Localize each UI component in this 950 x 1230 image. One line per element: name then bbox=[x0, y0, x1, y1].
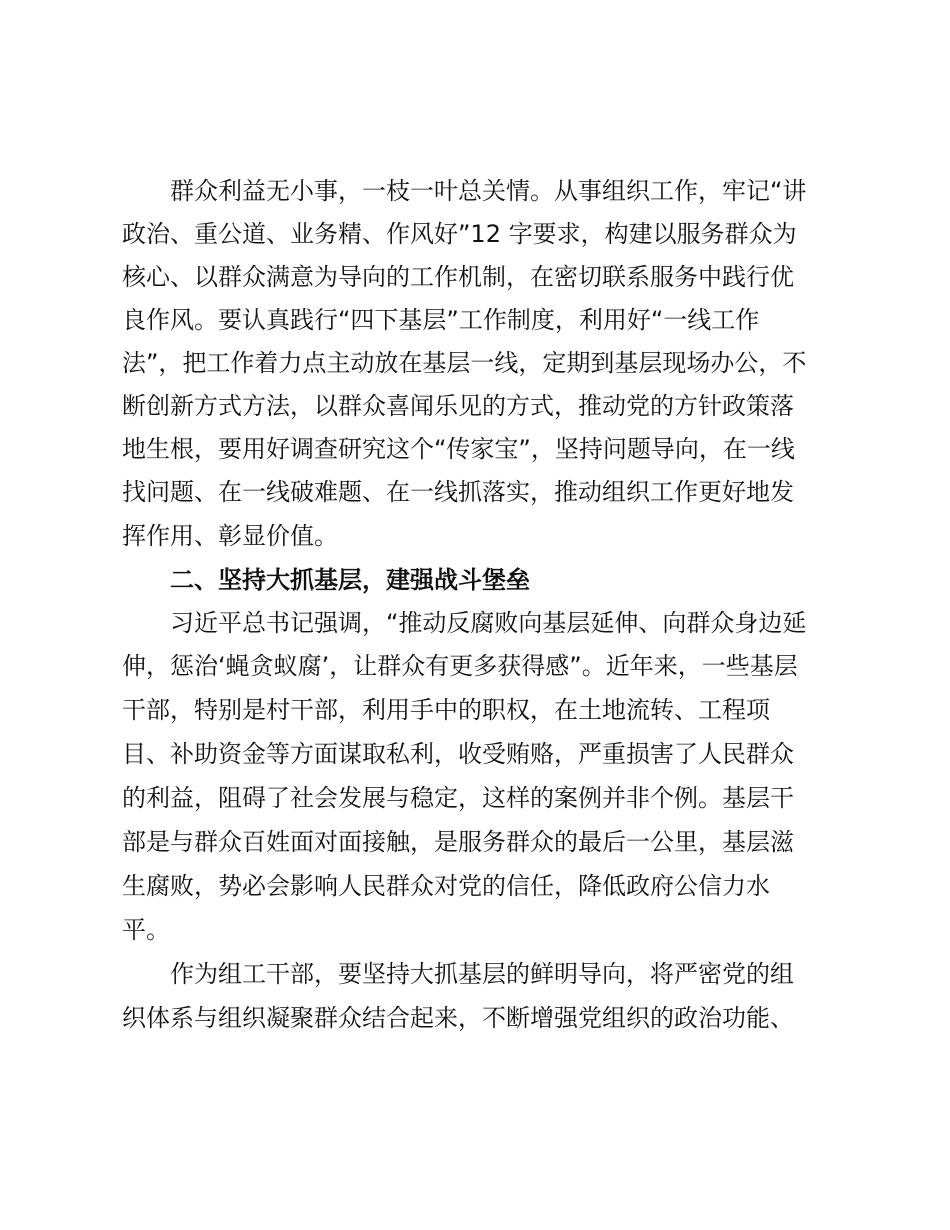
paragraph-2-line-5: 的利益，阻碍了社会发展与稳定，这样的案例并非个例。基层干 bbox=[122, 784, 794, 812]
paragraph-2-line-6: 部是与群众百姓面对面接触，是服务群众的最后一公里，基层滋 bbox=[122, 828, 794, 856]
paragraph-3-line-1: 作为组工干部，要坚持大抓基层的鲜明导向，将严密党的组 bbox=[170, 960, 794, 988]
paragraph-1-line-7: 地生根，要用好调查研究这个“传家宝”，坚持问题导向，在一线 bbox=[122, 435, 795, 463]
section-heading: 二、坚持大抓基层，建强战斗堡垒 bbox=[170, 566, 530, 594]
paragraph-1-line-8: 找问题、在一线破难题、在一线抓落实，推动组织工作更好地发 bbox=[122, 478, 794, 506]
paragraph-2-line-3: 干部，特别是村干部，利用手中的职权，在土地流转、工程项 bbox=[122, 696, 770, 724]
paragraph-1-line-3: 核心、以群众满意为导向的工作机制，在密切联系服务中践行优 bbox=[122, 263, 794, 291]
paragraph-3-line-2: 织体系与组织凝聚群众结合起来，不断增强党组织的政治功能、 bbox=[122, 1004, 794, 1032]
paragraph-2-line-7: 生腐败，势必会影响人民群众对党的信任，降低政府公信力水 bbox=[122, 872, 770, 900]
paragraph-2-line-1: 习近平总书记强调，“推动反腐败向基层延伸、向群众身边延 bbox=[170, 609, 807, 637]
paragraph-1-line-5: 法”，把工作着力点主动放在基层一线，定期到基层现场办公，不 bbox=[122, 349, 807, 377]
paragraph-1-line-2: 政治、重公道、业务精、作风好”12 字要求，构建以服务群众为 bbox=[122, 220, 797, 248]
paragraph-1-line-4: 良作风。要认真践行“四下基层”工作制度，利用好“一线工作 bbox=[122, 306, 760, 334]
paragraph-2-line-8: 平。 bbox=[122, 916, 170, 944]
paragraph-2-line-2: 伸，惩治‘蝇贪蚁腐’，让群众有更多获得感”。近年来，一些基层 bbox=[122, 652, 798, 680]
paragraph-2-line-4: 目、补助资金等方面谋取私利，收受贿赂，严重损害了人民群众 bbox=[122, 740, 794, 768]
paragraph-1-line-9: 挥作用、彰显价值。 bbox=[122, 522, 338, 550]
paragraph-1-line-1: 群众利益无小事，一枝一叶总关情。从事组织工作，牢记“讲 bbox=[170, 177, 807, 205]
paragraph-1-line-6: 断创新方式方法，以群众喜闻乐见的方式，推动党的方针政策落 bbox=[122, 392, 794, 420]
